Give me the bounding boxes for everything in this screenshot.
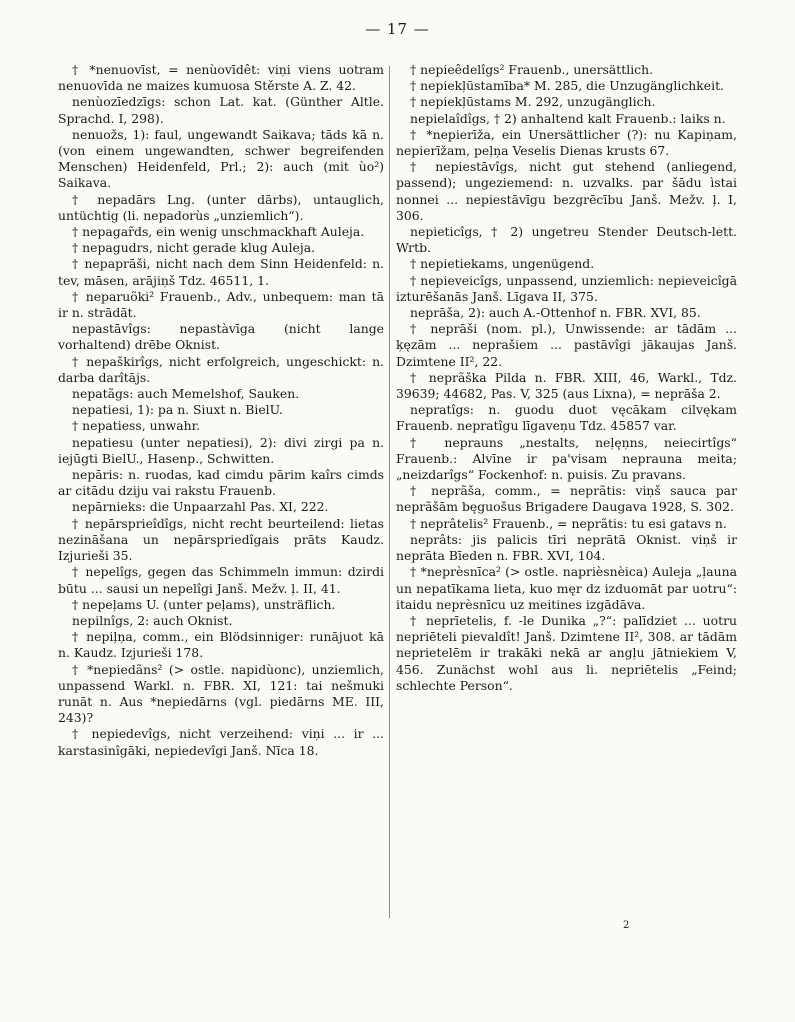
dictionary-entry: † *nenuovīst, = nenùovīdêt: viņi viens uotram nenuovīda ne maizes kumuosa Stěrste A. Z. 42. bbox=[58, 62, 384, 94]
dictionary-entry: nepatãgs: auch Memelshof, Sauken. bbox=[72, 386, 300, 402]
dictionary-entry: † neprauns „nestalts, neļęņns, neiecirtîgs“ Frauenb.: Alvīne ir pa'visam neprauna meita; „neizdarîgs“ Fockenhof: n. puisis. Zu pravans. bbox=[396, 434, 737, 483]
dictionary-entry: † *nepierīža, ein Unersättlicher (?): nu Kapiņam, nepierīžam, peļņa Veselis Dienas krusts 67. bbox=[396, 126, 737, 159]
footnote-mark: 2 bbox=[623, 920, 630, 931]
dictionary-entry: nepieticîgs, † 2) ungetreu Stender Deutsch-lett. Wrtb. bbox=[396, 224, 737, 256]
dictionary-entry: nenùozīedzīgs: schon Lat. kat. (Günther Altle. Sprachd. I, 298). bbox=[58, 94, 384, 126]
dictionary-entry: nepāris: n. ruodas, kad cimdu pārim kaîrs cimds ar citādu dziju vai rakstu Frauenb. bbox=[58, 467, 384, 499]
right-column bbox=[396, 62, 737, 694]
dictionary-entry: nepatiesu (unter nepatiesi), 2): divi zirgi pa n. iejūgti BielU., Hasenp., Schwitten. bbox=[58, 434, 384, 466]
dictionary-entry: nepratîgs: n. guodu duot vęcākam cilvękam Frauenb. nepratîgu līgaveņu Tdz. 45857 var. bbox=[396, 402, 737, 434]
dictionary-entry: † neprīetelis, f. -le Dunika „?“: palīdziet ... uotru nepriēteli pievaldît! Janš. Dzimtene II², 308. ar tādām neprietelēm ir trakāki nekā ar angļu jātniekiem V, 456. Zunächst wohl aus li. nepriētelis „Feind; schlechte Person“. bbox=[396, 612, 737, 693]
dictionary-entry: † nepieveicîgs, unpassend, unziemlich: nepieveicîgā izturēšanās Janš. Līgava II, 375. bbox=[396, 272, 737, 304]
dictionary-entry: † nepatiess, unwahr. bbox=[72, 418, 201, 434]
dictionary-entry: † nepagudrs, nicht gerade klug Auleja. bbox=[72, 240, 316, 256]
dictionary-entry: † *nepiedãns² (> ostle. napidùonc), unziemlich, unpassend Warkl. n. FBR. XI, 121: tai nešmuki runāt n. Aus *nepiedārns (vgl. piedārns ME. III, 243)? bbox=[58, 661, 384, 726]
dictionary-entry: neprâts: jis palicis tīri neprātā Oknist. viņš ir neprāta Bīeden n. FBR. XVI, 104. bbox=[396, 531, 737, 564]
dictionary-entry: † nepeļams U. (unter peļams), unsträflich. bbox=[72, 596, 336, 612]
dictionary-entry: † nepiļņa, comm., ein Blödsinniger: runājuot kā n. Kaudz. Izjurieši 178. bbox=[58, 629, 384, 661]
dictionary-entry: † nepaprāši, nicht nach dem Sinn Heidenfeld: n. tev, māsen, arājiņš Tdz. 46511, 1. bbox=[58, 256, 384, 288]
dictionary-entry: nenuožs, 1): faul, ungewandt Saikava; tāds kā n. (von einem ungewandten, schwer begreifenden Menschen) Heidenfeld, Prl.; 2): auch (mit ùo²) Saikava. bbox=[58, 126, 384, 191]
dictionary-entry: † nepiekļūstamība* M. 285, die Unzugänglichkeit. bbox=[410, 78, 725, 94]
dictionary-entry: † nepārsprieîdîgs, nicht recht beurteilend: lietas nezināšana un nepārspriedîgais prāts Kaudz. Izjurieši 35. bbox=[58, 515, 384, 564]
dictionary-entry: † nepiekļūstams M. 292, unzugänglich. bbox=[410, 94, 656, 110]
page-number: — 17 — bbox=[365, 20, 430, 38]
dictionary-entry: † nepiestāvîgs, nicht gut stehend (anliegend, passend); ungeziemend: n. uzvalks. par šādu ìstai nonnei ... nepiestāvīgu bezgrēcību Janš. Mežv. ļ. I, 306. bbox=[396, 159, 737, 223]
dictionary-entry: † nepieêdelîgs² Frauenb., unersättlich. bbox=[410, 62, 654, 77]
left-column bbox=[58, 62, 384, 759]
dictionary-entry: † neprâtelis² Frauenb., = neprãtis: tu esi gatavs n. bbox=[410, 515, 727, 531]
dictionary-entry: † nepelîgs, gegen das Schimmeln immun: dzirdi būtu ... sausi un nepelîgi Janš. Mežv. ļ. II, 41. bbox=[58, 564, 384, 596]
dictionary-entry: † neprãša, comm., = neprãtis: viņš sauca par neprãšām bęguošus Brigadere Daugava 1928, S. 302. bbox=[396, 483, 737, 515]
column-divider bbox=[389, 66, 390, 918]
dictionary-entry: nepastāvîgs: nepastàvīga (nicht lange vorhaltend) drēbe Oknist. bbox=[58, 321, 384, 353]
dictionary-entry: nepielaîdîgs, † 2) anhaltend kalt Frauenb.: laiks n. bbox=[410, 110, 726, 126]
dictionary-entry: † nepaškirîgs, nicht erfolgreich, ungeschickt: n. darba darîtājs. bbox=[58, 353, 384, 385]
dictionary-entry: † *neprèsnīca² (> ostle. naprièsnèica) Auleja „ļauna un nepatīkama lieta, kuo męr dz izduomāt par uotru“: itaidu neprèsnīcu uz meitines izgādāva. bbox=[396, 564, 737, 612]
dictionary-entry: neprāša, 2): auch A.-Ottenhof n. FBR. XVI, 85. bbox=[410, 305, 701, 321]
dictionary-entry: † neparuõki² Frauenb., Adv., unbequem: man tā ir n. strādāt. bbox=[58, 288, 384, 321]
dictionary-entry: † neprãška Pilda n. FBR. XIII, 46, Warkl., Tdz. 39639; 44682, Pas. V, 325 (aus Lixna), = neprāša 2. bbox=[396, 369, 737, 402]
dictionary-entry: nepārnieks: die Unpaarzahl Pas. XI, 222. bbox=[72, 499, 329, 515]
dictionary-entry: nepatiesi, 1): pa n. Siuxt n. BielU. bbox=[72, 402, 283, 418]
dictionary-entry: † neprāši (nom. pl.), Unwissende: ar tādām ... ķęzām ... neprašiem ... pastāvîgi jākaujas Janš. Dzimtene II², 22. bbox=[396, 321, 737, 369]
dictionary-entry: † nepietiekams, ungenügend. bbox=[410, 256, 595, 272]
dictionary-entry: † nepiedevîgs, nicht verzeihend: viņi ... ir ... karstasinîgāki, nepiedevîgi Janš. Nīca 18. bbox=[58, 726, 384, 758]
dictionary-entry: † nepagar̃ds, ein wenig unschmackhaft Auleja. bbox=[72, 224, 365, 240]
dictionary-entry: nepilnîgs, 2: auch Oknist. bbox=[72, 612, 233, 628]
dictionary-entry: † nepadārs Lng. (unter dārbs), untauglich, untüchtig (li. nepadorùs „unziemlich“). bbox=[58, 191, 384, 223]
